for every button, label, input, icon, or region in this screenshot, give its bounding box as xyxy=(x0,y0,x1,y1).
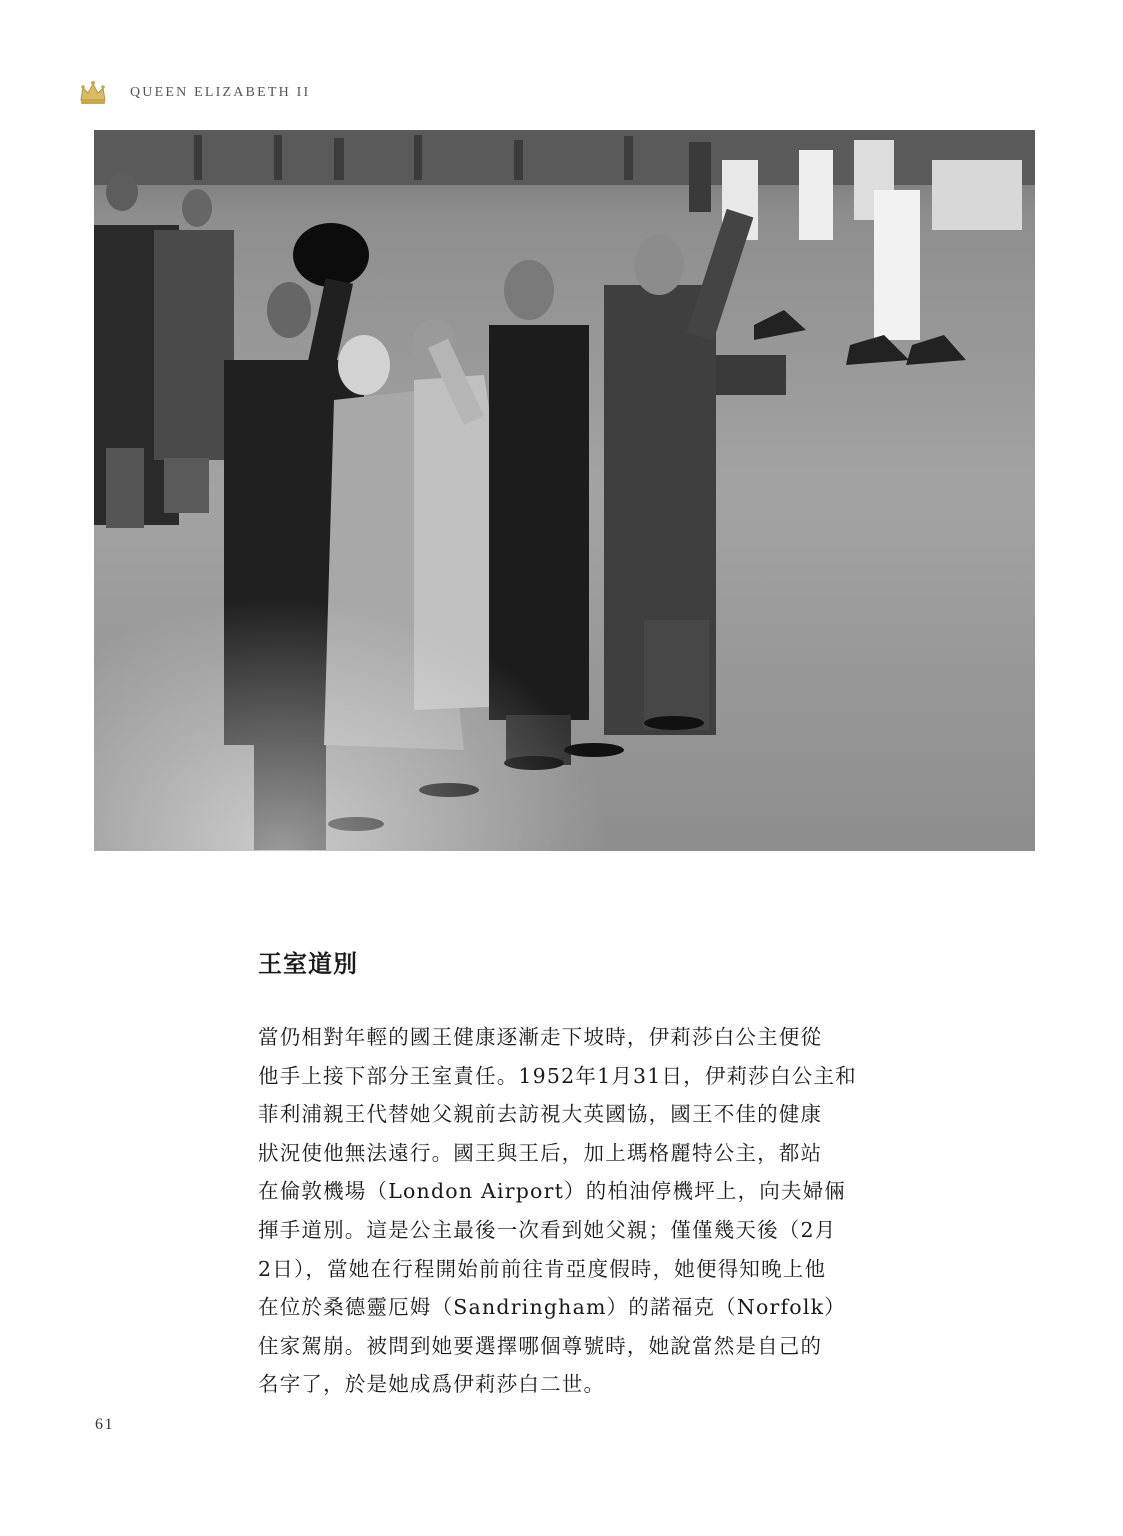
body-line: 名字了，於是她成爲伊莉莎白二世。 xyxy=(258,1372,606,1397)
body-line: 在位於桑德靈厄姆（Sandringham）的諾福克（Norfolk） xyxy=(258,1295,846,1320)
body-line: 他手上接下部分王室責任。1952年1月31日，伊莉莎白公主和 xyxy=(258,1063,857,1088)
running-header xyxy=(78,76,310,110)
body-line: 住家駕崩。被問到她要選擇哪個尊號時，她說當然是自己的 xyxy=(258,1333,823,1358)
body-paragraph xyxy=(258,1018,868,1404)
historic-photograph xyxy=(94,130,1035,851)
crown-icon xyxy=(78,78,108,108)
body-line: 在倫敦機場（London Airport）的柏油停機坪上，向夫婦倆 xyxy=(258,1179,847,1204)
page-number: 61 xyxy=(95,1416,114,1433)
photo-illustration xyxy=(94,130,1035,851)
body-line: 當仍相對年輕的國王健康逐漸走下坡時，伊莉莎白公主便從 xyxy=(258,1025,823,1049)
running-title: QUEEN ELIZABETH II xyxy=(130,85,311,100)
section-title: 王室道別 xyxy=(258,949,358,978)
body-line: 揮手道別。這是公主最後一次看到她父親；僅僅幾天後（2月 xyxy=(258,1217,837,1242)
body-line: 菲利浦親王代替她父親前去訪視大英國協，國王不佳的健康 xyxy=(258,1102,823,1127)
body-line: 2日），當她在行程開始前前往肯亞度假時，她便得知晚上他 xyxy=(258,1256,827,1281)
body-line: 狀況使他無法遠行。國王與王后，加上瑪格麗特公主，都站 xyxy=(258,1140,823,1165)
